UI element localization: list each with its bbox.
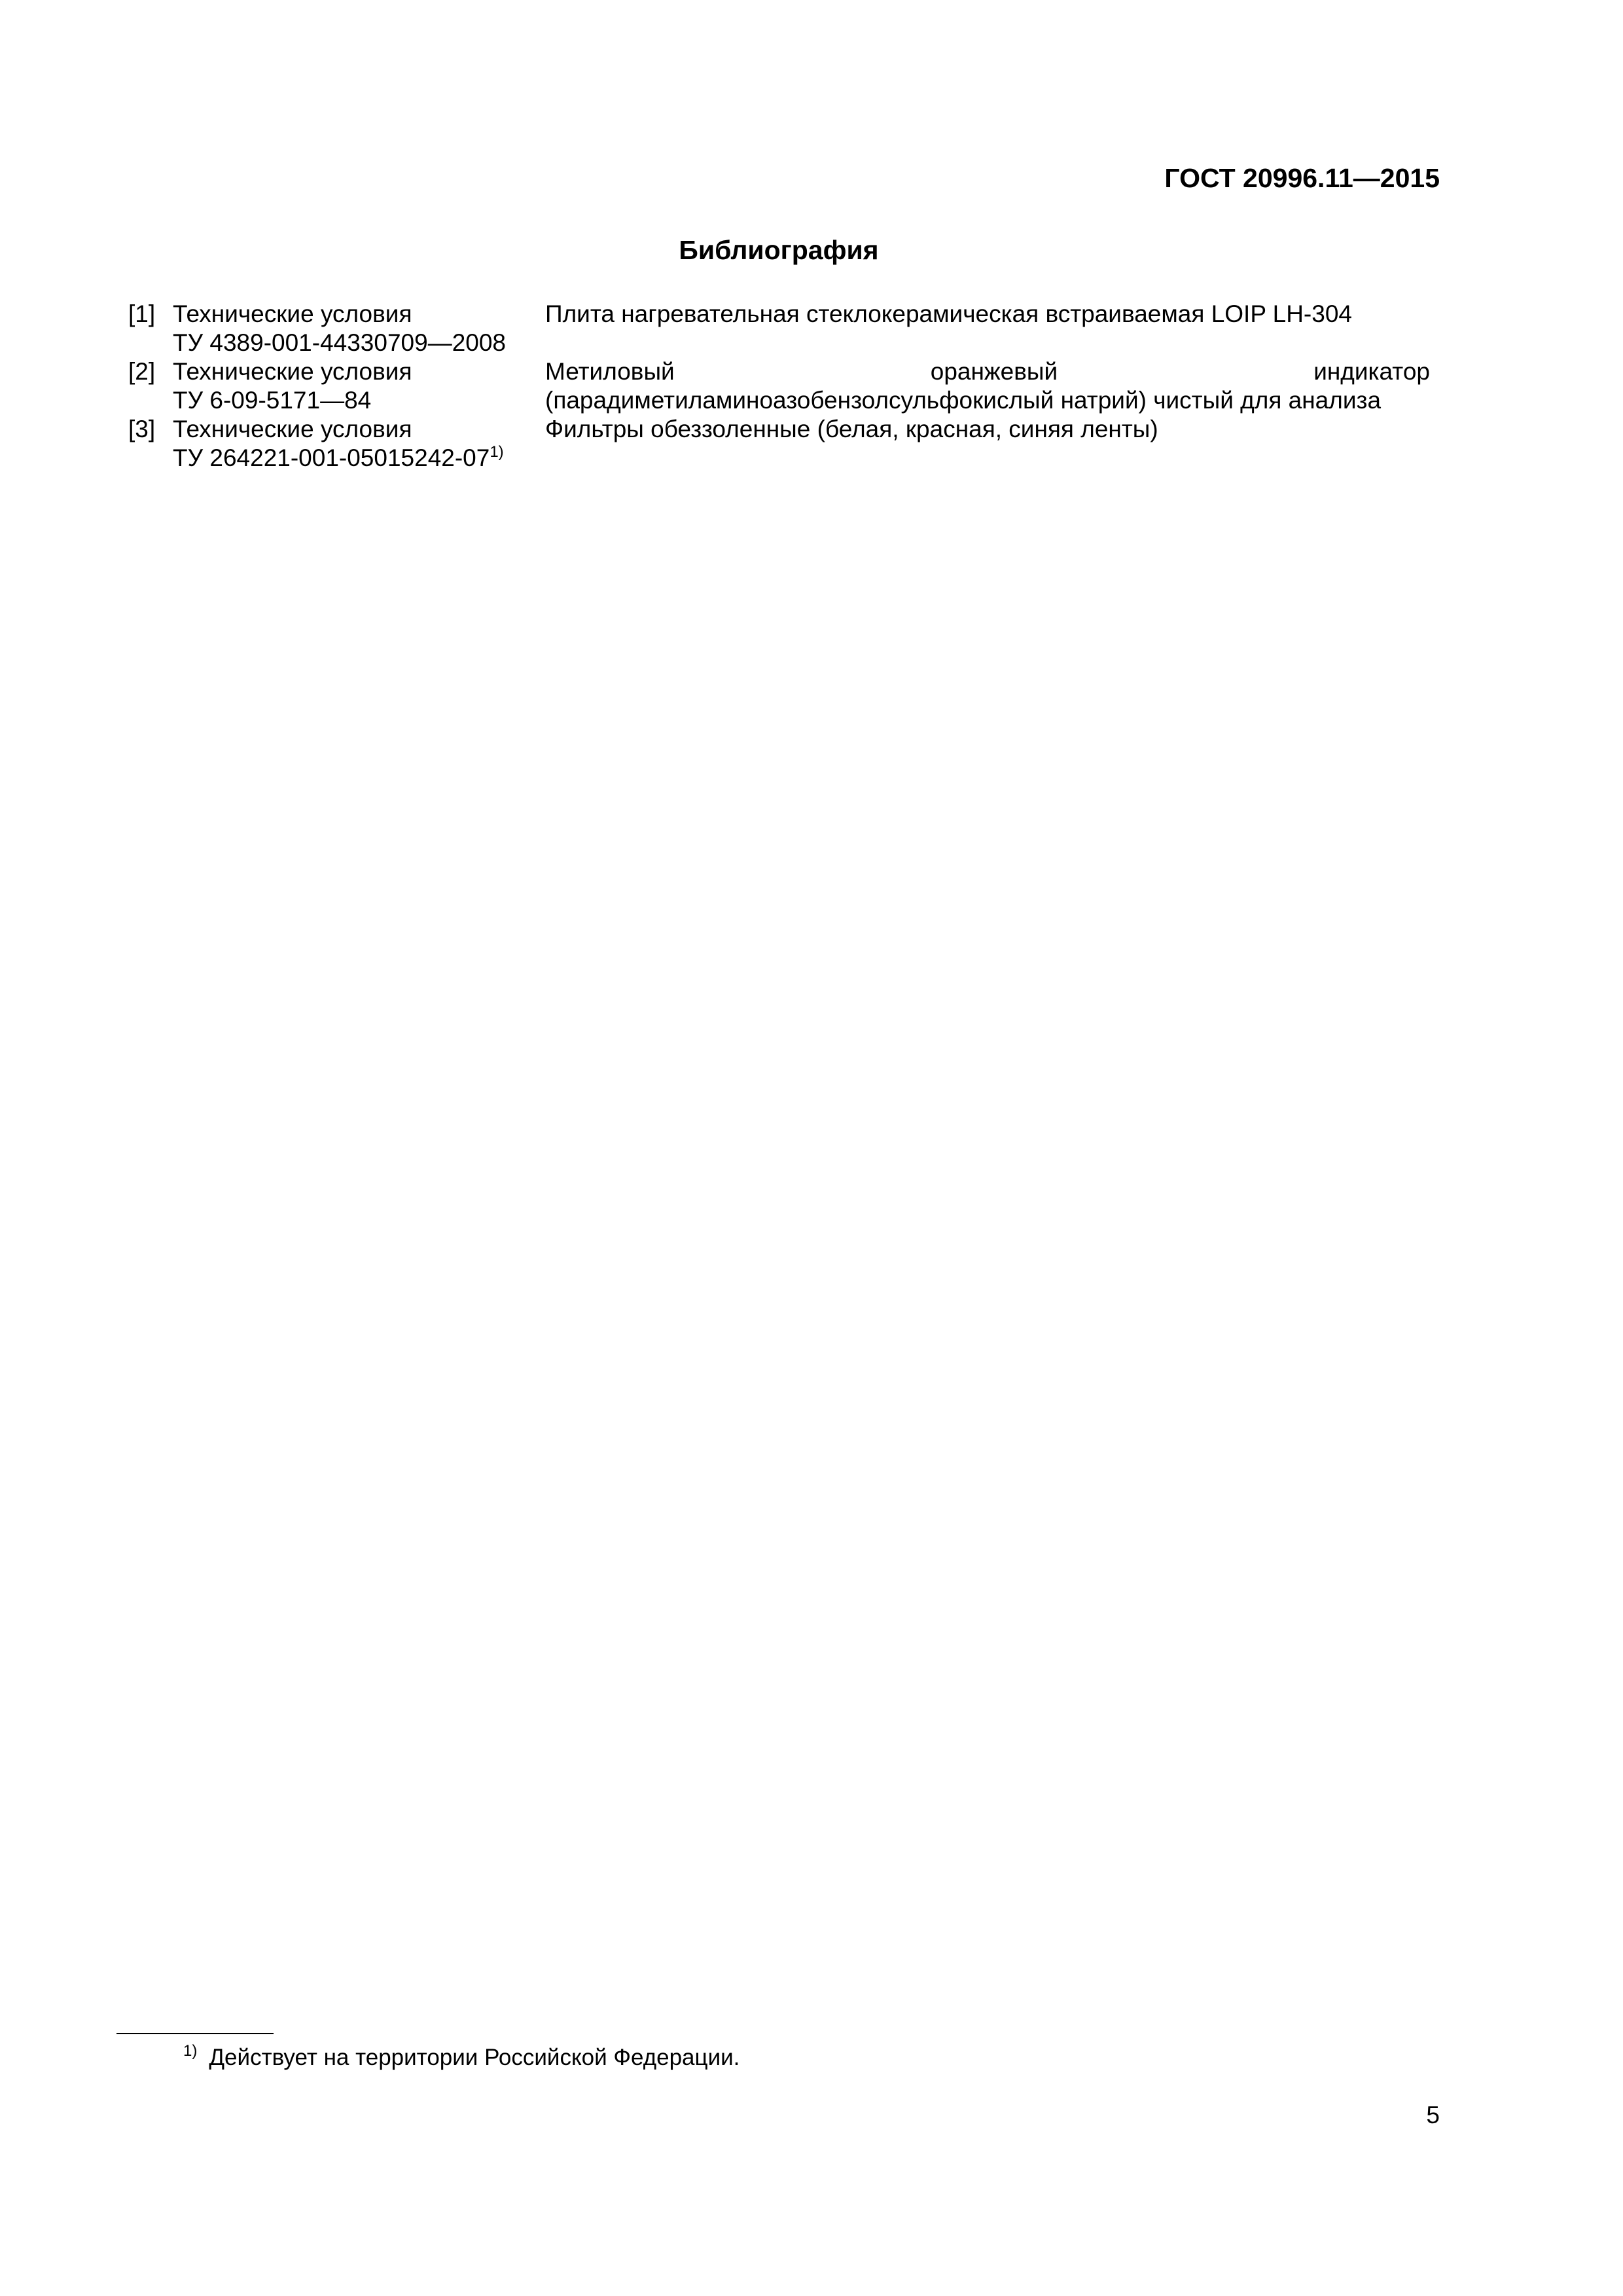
entry-description: Плита нагревательная стеклокерамическая встраиваемая LOIP LH-304 bbox=[545, 300, 1352, 327]
bibliography-list bbox=[128, 300, 1437, 473]
page-number: 5 bbox=[1426, 2102, 1440, 2128]
bibliography-entry-2 bbox=[128, 357, 1437, 415]
footnote-text: Действует на территории Российской Федерации. bbox=[209, 2045, 740, 2070]
entry-document bbox=[173, 415, 526, 473]
entry-doc-code-line bbox=[173, 386, 526, 415]
entry-doc-code-line bbox=[173, 329, 526, 357]
entry-footnote-mark: 1) bbox=[490, 443, 504, 461]
entry-document bbox=[173, 300, 526, 357]
footnote-mark: 1) bbox=[183, 2042, 198, 2060]
entry-number: [1] bbox=[128, 300, 156, 327]
section-title: Библиография bbox=[679, 235, 879, 265]
entry-doc-code: ТУ 264221-001-05015242-07 bbox=[173, 444, 490, 471]
entry-number: [2] bbox=[128, 358, 156, 385]
entry-doc-code-line bbox=[173, 444, 526, 473]
entry-doc-code: ТУ 4389-001-44330709—2008 bbox=[173, 329, 507, 356]
bibliography-entry-3 bbox=[128, 415, 1437, 473]
entry-doc-type: Технические условия bbox=[173, 416, 412, 442]
entry-description: Метиловый оранжевый индикатор (парадиметиламиноазобензолсульфокислый натрий) чистый для анализа bbox=[545, 358, 1430, 414]
bibliography-entry-1 bbox=[128, 300, 1437, 357]
entry-doc-type: Технические условия bbox=[173, 358, 412, 385]
entry-document bbox=[173, 357, 526, 415]
entry-description: Фильтры обеззоленные (белая, красная, синяя ленты) bbox=[545, 416, 1158, 442]
document-code-header: ГОСТ 20996.11—2015 bbox=[1164, 163, 1440, 193]
entry-doc-code: ТУ 6-09-5171—84 bbox=[173, 387, 372, 414]
entry-doc-type: Технические условия bbox=[173, 300, 412, 327]
footnote bbox=[183, 2041, 740, 2075]
footnote-divider bbox=[116, 2033, 274, 2034]
entry-number: [3] bbox=[128, 416, 156, 442]
